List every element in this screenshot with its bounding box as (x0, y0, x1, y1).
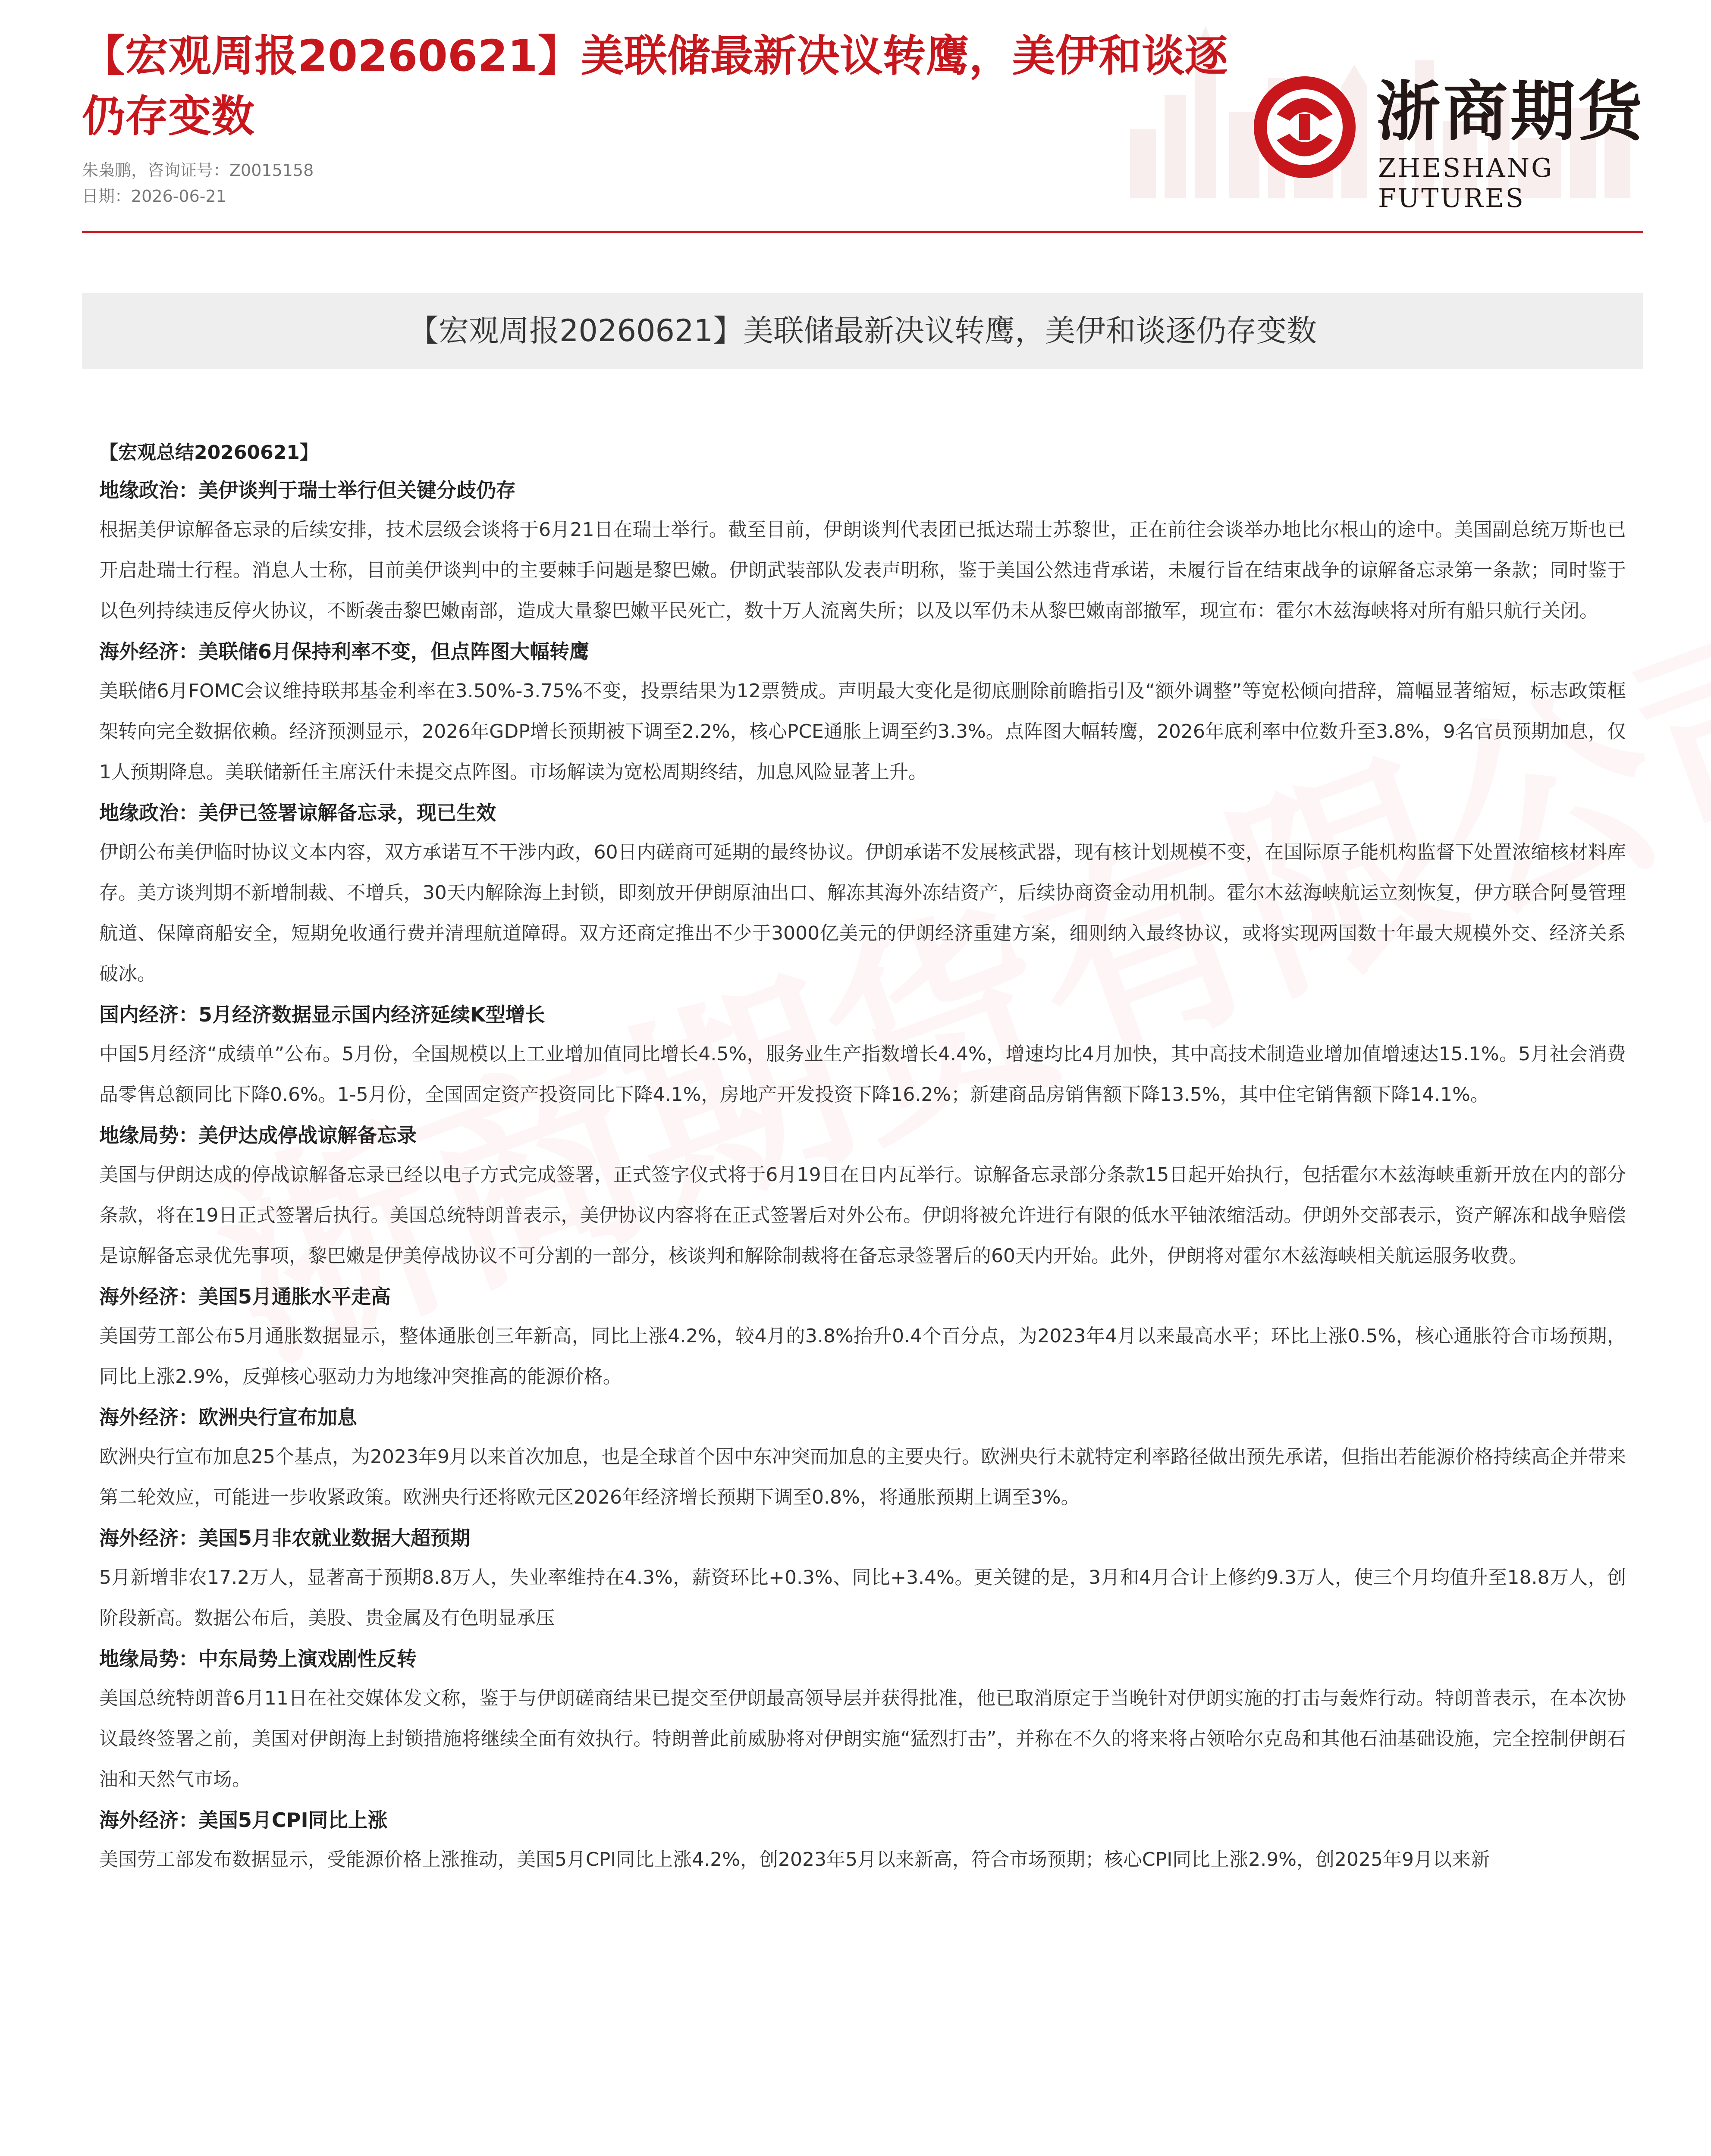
section-us-nonfarm-payrolls (99, 1520, 1626, 1639)
section-ceasefire-mou (99, 1118, 1626, 1276)
section-body: 美国劳工部发布数据显示，受能源价格上涨推动，美国5月CPI同比上涨4.2%，创2023年5月以来新高，符合市场预期；核心CPI同比上涨2.9%，创2025年9月以来新 (99, 1849, 1490, 1871)
section-title: 地缘局势：中东局势上演戏剧性反转 (99, 1647, 417, 1670)
section-body: 中国5月经济“成绩单”公布。5月份，全国规模以上工业增加值同比增长4.5%，服务业生产指数增长4.4%，增速均比4月加快，其中高技术制造业增加值增速达15.1%。5月社会消费品零售总额同比下降0.6%。1-5月份，全国固定资产投资同比下降4.1%，房地产开发投资下降16.2%；新建商品房销售额下降13.5%，其中住宅销售额下降14.1%。 (99, 1043, 1626, 1106)
section-us-may-inflation (99, 1279, 1626, 1397)
section-body: 美联储6月FOMC会议维持联邦基金利率在3.50%-3.75%不变，投票结果为12票赞成。声明最大变化是彻底删除前瞻指引及“额外调整”等宽松倾向措辞，篇幅显著缩短，标志政策框架转向完全数据依赖。经济预测显示，2026年GDP增长预期被下调至2.2%，核心PCE通胀上调至约3.3%。点阵图大幅转鹰，2026年底利率中位数升至3.8%，9名官员预期加息，仅1人预期降息。美联储新任主席沃什未提交点阵图。市场解读为宽松周期终结，加息风险显著上升。 (99, 680, 1626, 783)
section-us-iran-mou-effective (99, 795, 1626, 994)
section-ecb-rate-hike (99, 1400, 1626, 1518)
report-content (99, 436, 1626, 1880)
title-banner: 【宏观周报20260621】美联储最新决议转鹰，美伊和谈逐仍存变数 (82, 293, 1643, 369)
section-title: 地缘局势：美伊达成停战谅解备忘录 (99, 1124, 417, 1147)
section-body: 美国劳工部公布5月通胀数据显示，整体通胀创三年新高，同比上涨4.2%，较4月的3.8%抬升0.4个百分点，为2023年4月以来最高水平；环比上涨0.5%，核心通胀符合市场预期，同比上涨2.9%，反弹核心驱动力为地缘冲突推高的能源价格。 (99, 1325, 1626, 1388)
summary-heading: 【宏观总结20260621】 (99, 442, 319, 464)
section-us-may-cpi (99, 1802, 1626, 1880)
section-title: 海外经济：美国5月通胀水平走高 (99, 1285, 391, 1308)
section-geopolitics-swiss-talks (99, 473, 1626, 631)
section-title: 地缘政治：美伊已签署谅解备忘录，现已生效 (99, 801, 496, 824)
section-body: 美国与伊朗达成的停战谅解备忘录已经以电子方式完成签署，正式签字仪式将于6月19日在日内瓦举行。谅解备忘录部分条款15日起开始执行，包括霍尔木兹海峡重新开放在内的部分条款，将在19日正式签署后执行。美国总统特朗普表示，美伊协议内容将在正式签署后对外公布。伊朗将被允许进行有限的低水平铀浓缩活动。伊朗外交部表示，资产解冻和战争赔偿是谅解备忘录优先事项，黎巴嫩是伊美停战协议不可分割的一部分，核谈判和解除制裁将在备忘录签署后的60天内开始。此外，伊朗将对霍尔木兹海峡相关航运服务收费。 (99, 1164, 1626, 1267)
section-body: 5月新增非农17.2万人，显著高于预期8.8万人，失业率维持在4.3%，薪资环比+0.3%、同比+3.4%。更关键的是，3月和4月合计上修约9.3万人，使三个月均值升至18.8万人，创阶段新高。数据公布后，美股、贵金属及有色明显承压 (99, 1567, 1626, 1629)
section-title: 海外经济：美国5月非农就业数据大超预期 (99, 1526, 471, 1550)
section-fed-june-decision (99, 634, 1626, 793)
section-body: 美国总统特朗普6月11日在社交媒体发文称，鉴于与伊朗磋商结果已提交至伊朗最高领导层并获得批准，他已取消原定于当晚针对伊朗实施的打击与轰炸行动。特朗普表示，在本次协议最终签署之前，美国对伊朗海上封锁措施将继续全面有效执行。特朗普此前威胁将对伊朗实施“猛烈打击”，并称在不久的将来将占领哈尔克岛和其他石油基础设施，完全控制伊朗石油和天然气市场。 (99, 1687, 1626, 1790)
logo-chinese-name: 浙商期货 (1376, 75, 1645, 150)
section-body: 欧洲央行宣布加息25个基点，为2023年9月以来首次加息，也是全球首个因中东冲突而加息的主要央行。欧洲央行未就特定利率路径做出预先承诺，但指出若能源价格持续高企并带来第二轮效应，可能进一步收紧政策。欧洲央行还将欧元区2026年经济增长预期下调至0.8%，将通胀预期上调至3%。 (99, 1446, 1626, 1508)
section-title: 海外经济：欧洲央行宣布加息 (99, 1406, 357, 1429)
header-divider (82, 231, 1643, 233)
section-body: 根据美伊谅解备忘录的后续安排，技术层级会谈将于6月21日在瑞士举行。截至目前，伊朗谈判代表团已抵达瑞士苏黎世，正在前往会谈举办地比尔根山的途中。美国副总统万斯也已开启赴瑞士行程。消息人士称，目前美伊谈判中的主要棘手问题是黎巴嫩。伊朗武装部队发表声明称，鉴于美国公然违背承诺，未履行旨在结束战争的谅解备忘录第一条款；同时鉴于以色列持续违反停火协议，不断袭击黎巴嫩南部，造成大量黎巴嫩平民死亡，数十万人流离失所；以及以军仍未从黎巴嫩南部撤军，现宣布：霍尔木兹海峡将对所有船只航行关闭。 (99, 519, 1626, 622)
section-middle-east-reversal (99, 1641, 1626, 1800)
section-title: 海外经济：美联储6月保持利率不变，但点阵图大幅转鹰 (99, 640, 590, 663)
document-title: 【宏观周报20260621】美联储最新决议转鹰，美伊和谈逐仍存变数 (82, 31, 1228, 141)
logo-english-name: ZHESHANG FUTURES (1378, 153, 1554, 213)
section-body: 伊朗公布美伊临时协议文本内容，双方承诺互不干涉内政，60日内磋商可延期的最终协议。伊朗承诺不发展核武器，现有核计划规模不变，在国际原子能机构监督下处置浓缩核材料库存。美方谈判期不新增制裁、不增兵，30天内解除海上封锁，即刻放开伊朗原油出口、解冻其海外冻结资产，后续协商资金动用机制。霍尔木兹海峡航运立刻恢复，伊方联合阿曼管理航道、保障商船安全，短期免收通行费并清理航道障碍。双方还商定推出不少于3000亿美元的伊朗经济重建方案，细则纳入最终协议，或将实现两国数十年最大规模外交、经济关系破冰。 (99, 841, 1626, 985)
section-china-may-data (99, 997, 1626, 1115)
section-title: 国内经济：5月经济数据显示国内经济延续K型增长 (99, 1003, 545, 1026)
company-logo (1251, 69, 1665, 213)
section-title: 海外经济：美国5月CPI同比上涨 (99, 1808, 388, 1832)
section-title: 地缘政治：美伊谈判于瑞士举行但关键分歧仍存 (99, 479, 516, 502)
zheshang-logo-icon (1251, 73, 1359, 181)
date-line: 日期：2026-06-21 (82, 187, 226, 206)
author-line: 朱枭鹏，咨询证号：Z0015158 (82, 161, 314, 180)
